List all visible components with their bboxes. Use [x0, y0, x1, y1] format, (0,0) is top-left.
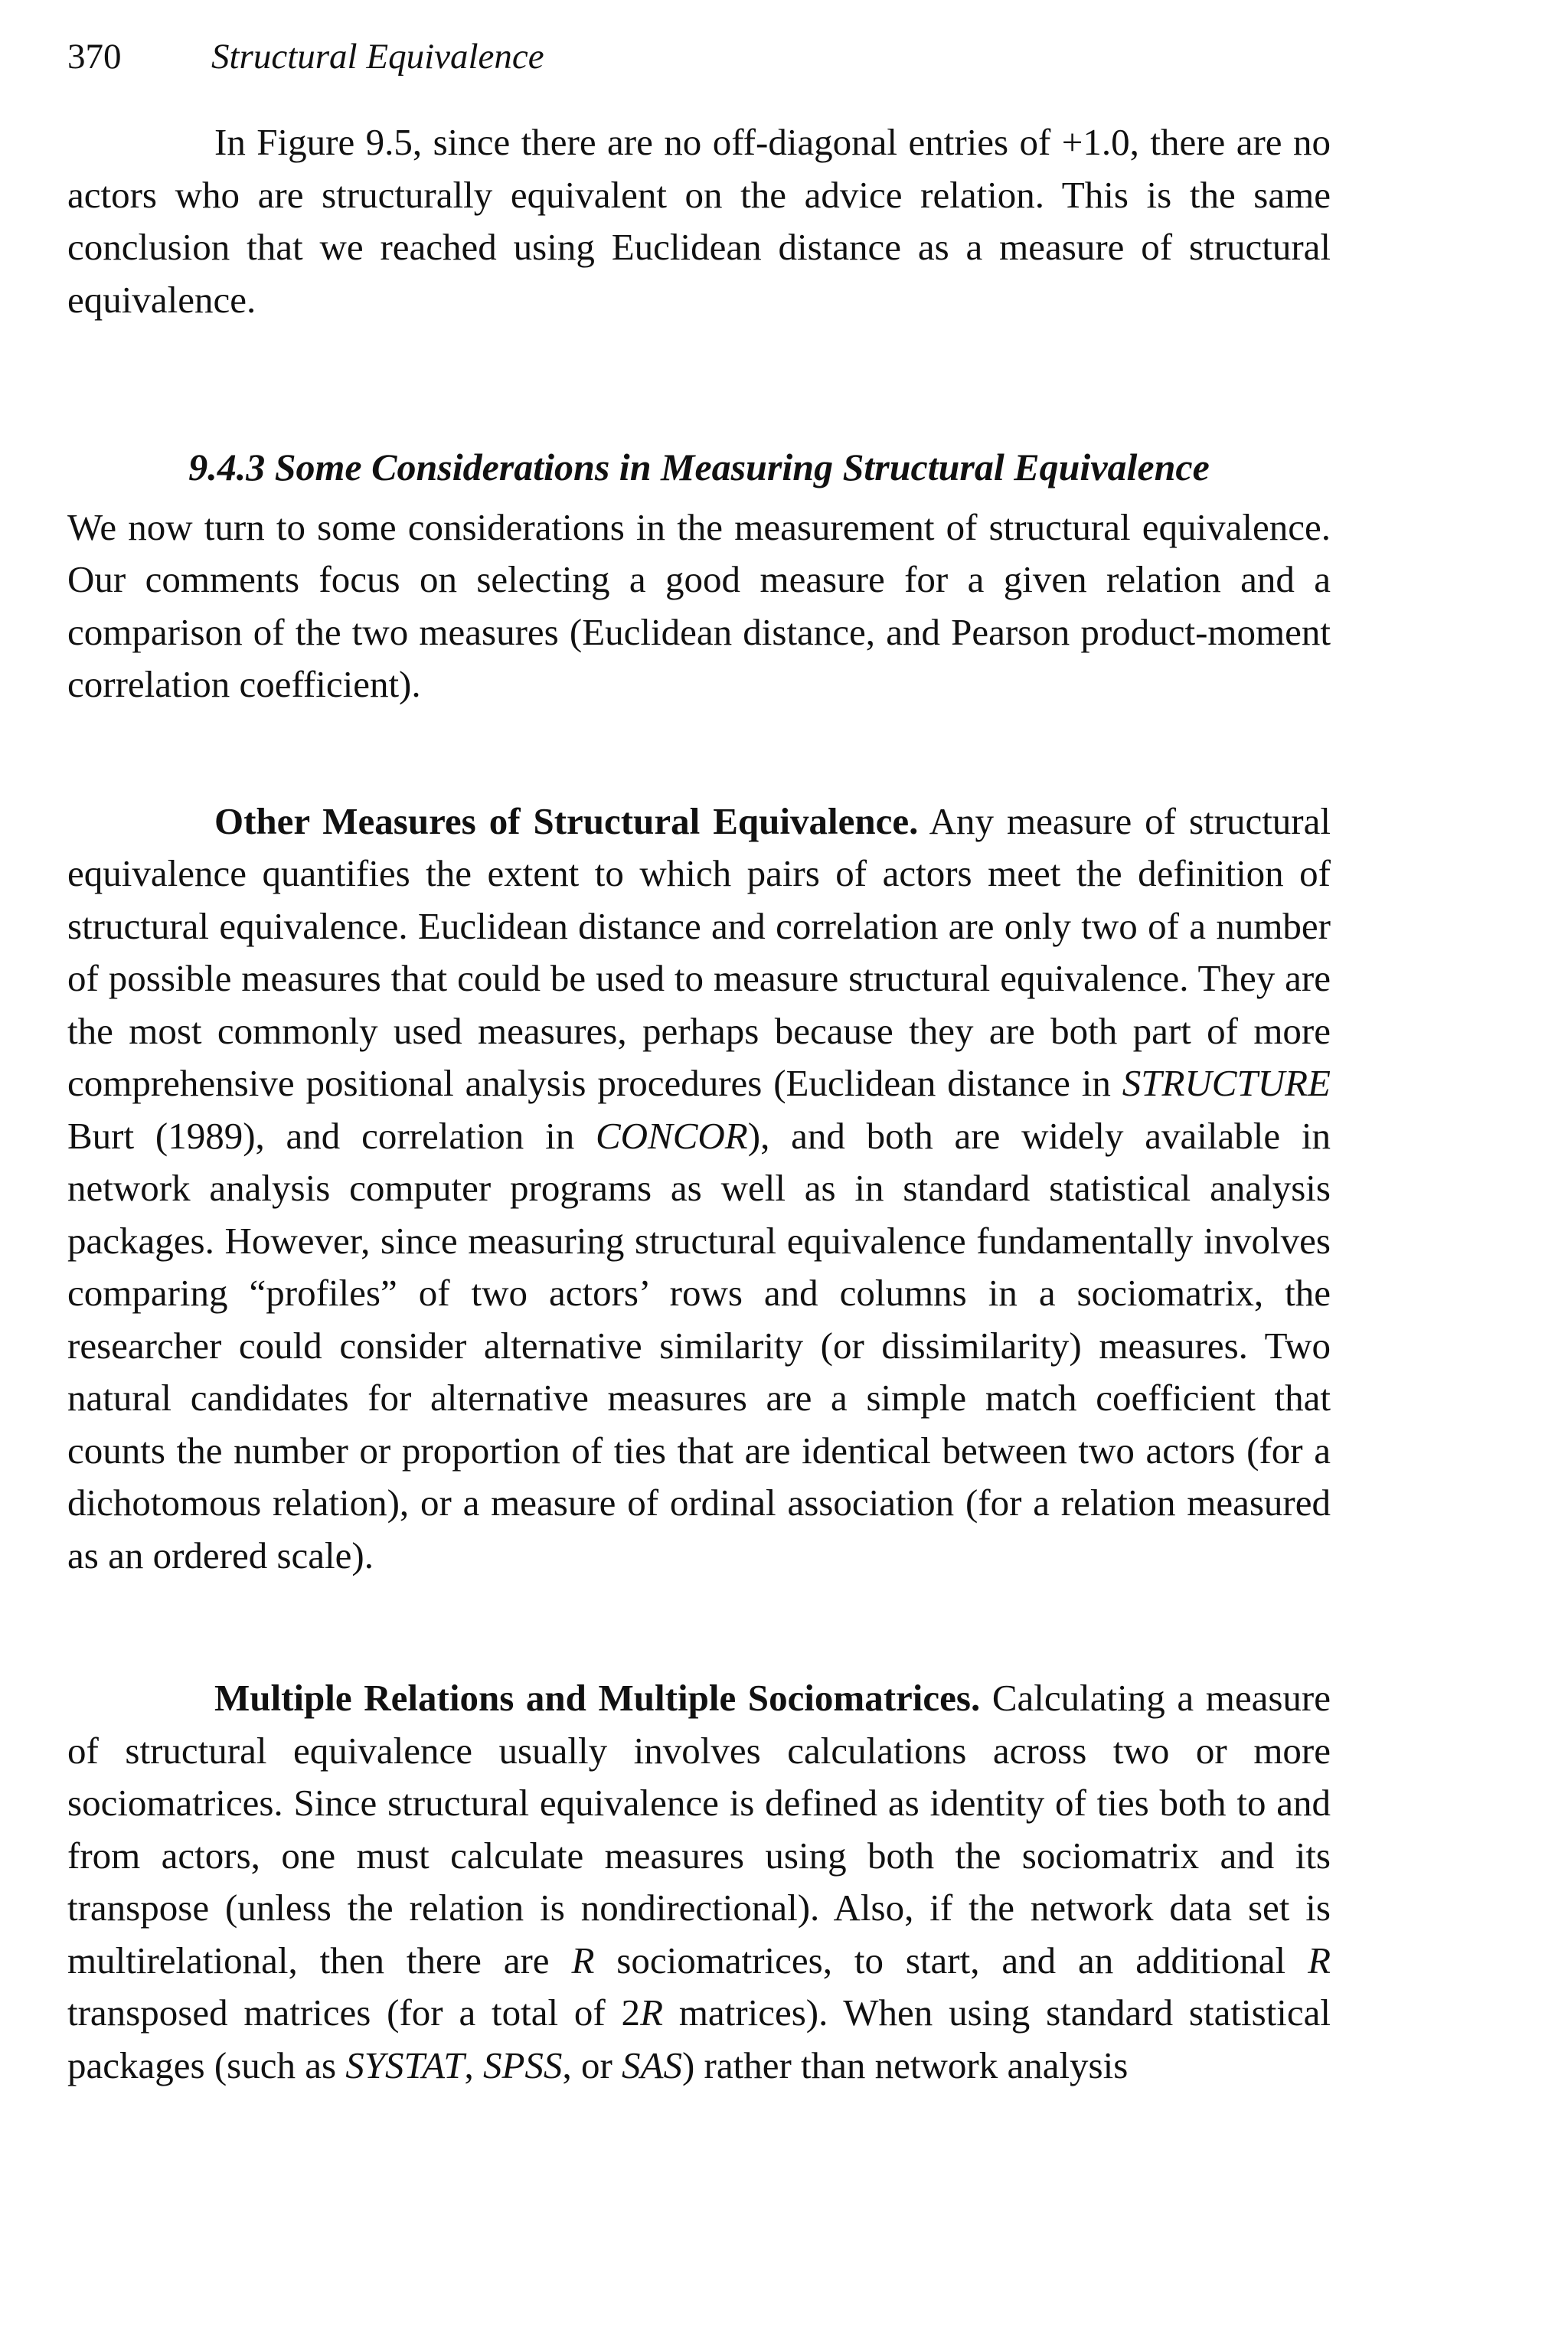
page-number: 370: [67, 37, 122, 77]
text-segment: ), and both are widely available in network analysis computer programs as well as in standard statistical analysis packages. However, since measuring structural equivalence fundamentally involves comparing “profiles” of two actors’ rows and columns in a sociomatrix, the researcher could consider alternative similarity (or dissimilarity) measures. Two natural candidates for alternative measures are a simple match coefficient that counts the number or proportion of ties that are identical between two actors (for a dichotomous relation), or a measure of ordinal association (for a relation measured as an ordered scale).: [67, 1114, 1331, 1576]
package-name-systat: SYSTAT: [345, 2044, 465, 2086]
runin-heading-other-measures: Other Measures of Structural Equivalence.: [214, 799, 919, 842]
runin-heading-multiple-relations: Multiple Relations and Multiple Sociomatrices.: [214, 1677, 981, 1719]
program-name-concor: CONCOR: [595, 1114, 748, 1157]
text-segment: Burt (1989), and correlation in: [67, 1114, 596, 1157]
text-segment: sociomatrices, to start, and an additional: [594, 1939, 1308, 1982]
text-segment: matrices). When using standard statistical packages (such as: [67, 1991, 1331, 2086]
text-segment: ) rather than network analysis: [681, 2044, 1129, 2086]
paragraph-multiple-relations: [67, 1672, 1331, 2092]
text-segment: ,: [464, 2044, 483, 2086]
math-variable-r: R: [571, 1939, 595, 1982]
paragraph-figure-conclusion: In Figure 9.5, since there are no off-diagonal entries of +1.0, there are no actors who are structurally equivalent on the advice relation. This is the same conclusion that we reached using Euclidean distance as a measure of structural equivalence.: [67, 121, 1331, 321]
program-name-structure: STRUCTURE: [1122, 1062, 1331, 1104]
running-head: [67, 34, 1331, 80]
running-title: Structural Equivalence: [211, 37, 544, 77]
section-heading: 9.4.3 Some Considerations in Measuring Structural Equivalence: [188, 446, 1210, 488]
book-page: [67, 34, 1331, 2092]
text-segment: transposed matrices (for a total of 2: [67, 1991, 641, 2034]
paragraph-considerations-intro: We now turn to some considerations in the measurement of structural equivalence. Our comments focus on selecting a good measure for a given relation and a comparison of the two measures (Euclidean distance, and Pearson product-moment correlation coefficient).: [67, 505, 1331, 705]
package-name-sas: SAS: [622, 2044, 682, 2086]
math-variable-r: R: [640, 1991, 663, 2034]
paragraph-other-measures: [67, 796, 1331, 1583]
text-segment: Calculating a measure of structural equivalence usually involves calculations across two or more sociomatrices. Since structural equivalence is defined as identity of ties both to and from actors, one must calculate measures using both the sociomatrix and its transpose (unless the relation is nondirectional). Also, if the network data set is multirelational, then there are: [67, 1677, 1331, 1982]
package-name-spss: SPSS: [483, 2044, 563, 2086]
text-segment: , or: [562, 2044, 622, 2086]
text-segment: Any measure of structural equivalence quantifies the extent to which pairs of actors meet the definition of structural equivalence. Euclidean distance and correlation are only two of a number of possible measures that could be used to measure structural equivalence. They are the most commonly used measures, perhaps because they are both part of more comprehensive positional analysis procedures (Euclidean distance in: [67, 799, 1331, 1104]
math-variable-r: R: [1308, 1939, 1331, 1982]
